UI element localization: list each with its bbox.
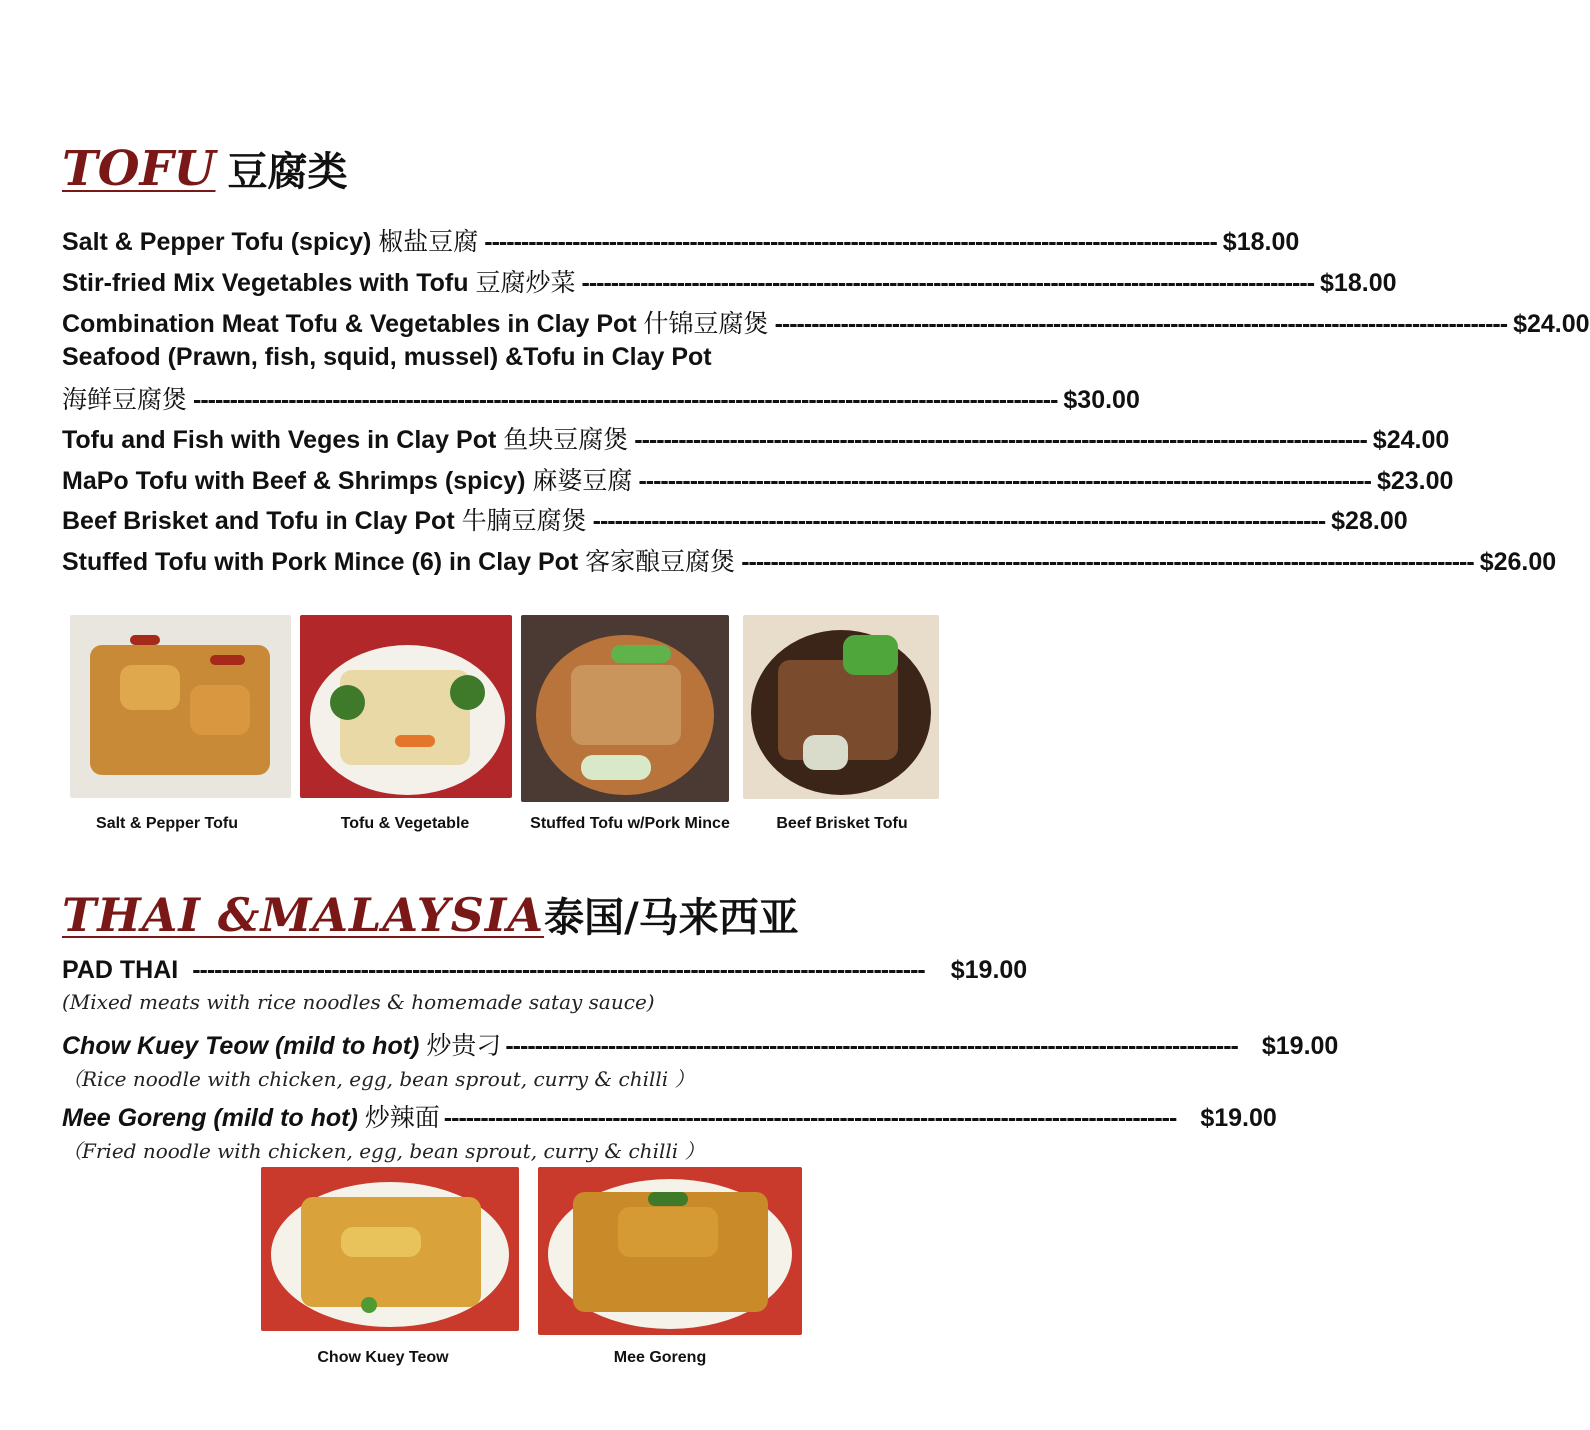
- item-name-zh: 炒辣面: [364, 1103, 440, 1132]
- menu-item-seafood-tofu: [62, 380, 1140, 416]
- item-name-zh: 海鲜豆腐煲: [62, 385, 188, 414]
- menu-item-mee-goreng: [62, 1098, 1277, 1134]
- menu-item-stuffed-tofu: [62, 542, 1557, 578]
- item-price: $28.00: [1331, 507, 1408, 535]
- item-name-zh: 豆腐炒菜: [475, 268, 576, 297]
- menu-item-pad-thai: [62, 956, 1028, 985]
- item-name: Beef Brisket and Tofu in Clay Pot: [62, 507, 462, 535]
- item-name: Tofu and Fish with Veges in Clay Pot: [62, 426, 504, 454]
- leader-dashes: ----------------------------------------------------------------------------------------------------: [443, 1104, 1177, 1132]
- chow-kuey-teow-photo: [261, 1167, 519, 1331]
- item-name: Chow Kuey Teow (mild to hot): [62, 1032, 420, 1060]
- beef-brisket-tofu-photo: [743, 615, 939, 799]
- leader-dashes: ----------------------------------------------------------------------------------------------------: [581, 269, 1315, 297]
- item-price: $30.00: [1063, 386, 1140, 414]
- menu-item-salt-pepper-tofu: [62, 222, 1300, 258]
- menu-item-chow-kuey-teow: [62, 1026, 1339, 1062]
- item-name: Stuffed Tofu with Pork Mince (6) in Clay Pot: [62, 548, 586, 576]
- photo-caption: Salt & Pepper Tofu: [96, 815, 238, 832]
- menu-item-mapo-tofu: [62, 461, 1454, 497]
- leader-dashes: ----------------------------------------------------------------------------------------------------: [592, 507, 1326, 535]
- item-name: PAD THAI: [62, 956, 179, 984]
- item-price: $19.00: [950, 956, 1028, 984]
- item-price: $19.00: [1261, 1032, 1339, 1060]
- item-price: $18.00: [1320, 269, 1397, 297]
- item-price: $23.00: [1376, 467, 1454, 495]
- photo-caption: Chow Kuey Teow: [317, 1349, 449, 1366]
- photo-caption: Mee Goreng: [613, 1349, 707, 1366]
- photo-caption: Tofu & Vegetable: [340, 815, 470, 832]
- item-description: （Rice noodle with chicken, egg, bean sprout, curry & chilli ）: [62, 1067, 695, 1091]
- tofu-section-title: [62, 140, 347, 197]
- leader-dashes: ----------------------------------------------------------------------------------------------------: [741, 548, 1474, 576]
- salt-pepper-tofu-photo: [70, 615, 291, 798]
- thai-title-zh: 泰国/马来西亚: [544, 895, 799, 941]
- item-name: Combination Meat Tofu & Vegetables in Clay Pot: [62, 310, 644, 338]
- item-name-zh: 麻婆豆腐: [532, 466, 633, 495]
- item-name: MaPo Tofu with Beef & Shrimps (spicy): [62, 467, 533, 495]
- item-price: $18.00: [1222, 228, 1300, 256]
- item-name: Salt & Pepper Tofu (spicy): [62, 228, 379, 256]
- item-name: Mee Goreng (mild to hot): [62, 1104, 358, 1132]
- item-price: $26.00: [1479, 548, 1557, 576]
- item-description: (Mixed meats with rice noodles & homemade satay sauce): [62, 990, 655, 1014]
- leader-dashes: ----------------------------------------------------------------------------------------------------: [505, 1032, 1238, 1060]
- tofu-vegetable-photo: [300, 615, 512, 798]
- menu-item-combination-tofu: [62, 304, 1590, 340]
- leader-dashes: ----------------------------------------------------------------------------------------------------: [484, 228, 1217, 256]
- item-description: （Fried noodle with chicken, egg, bean sprout, curry & chilli ）: [62, 1139, 705, 1163]
- menu-item-beef-brisket-tofu: [62, 501, 1408, 537]
- item-name-zh: 客家酿豆腐煲: [585, 547, 736, 576]
- leader-dashes: ----------------------------------------------------------------------------------------------------: [774, 310, 1508, 338]
- item-name-zh: 牛腩豆腐煲: [461, 506, 587, 535]
- item-price: $24.00: [1372, 426, 1450, 454]
- tofu-title-zh: 豆腐类: [227, 149, 348, 195]
- leader-dashes: ----------------------------------------------------------------------------------------------------: [634, 426, 1367, 454]
- item-price: $24.00: [1513, 310, 1590, 338]
- photo-caption: Beef Brisket Tofu: [776, 815, 908, 832]
- thai-title-en: THAI &MALAYSIA: [62, 888, 545, 942]
- menu-item-stir-fried-tofu: [62, 263, 1397, 299]
- leader-dashes: ----------------------------------------------------------------------------------------------------: [638, 467, 1371, 495]
- item-name: Seafood (Prawn, fish, squid, mussel) &Tofu in Clay Pot: [62, 343, 712, 371]
- item-name-zh: 什锦豆腐煲: [643, 309, 769, 338]
- thai-section-title: [62, 886, 799, 943]
- leader-dashes: ----------------------------------------------------------------------------------------------------------------------: [193, 386, 1058, 414]
- stuffed-tofu-photo: [521, 615, 729, 802]
- item-price: $19.00: [1200, 1104, 1277, 1132]
- item-name-zh: 鱼块豆腐煲: [503, 425, 629, 454]
- menu-item-tofu-fish: [62, 420, 1450, 456]
- tofu-title-en: TOFU: [62, 141, 216, 197]
- photo-caption: Stuffed Tofu w/Pork Mince: [530, 815, 730, 832]
- item-name: Stir-fried Mix Vegetables with Tofu: [62, 269, 476, 297]
- item-name-zh: 炒贵刁: [426, 1031, 502, 1060]
- leader-dashes: ----------------------------------------------------------------------------------------------------: [192, 956, 925, 984]
- item-name-zh: 椒盐豆腐: [378, 227, 479, 256]
- mee-goreng-photo: [538, 1167, 802, 1335]
